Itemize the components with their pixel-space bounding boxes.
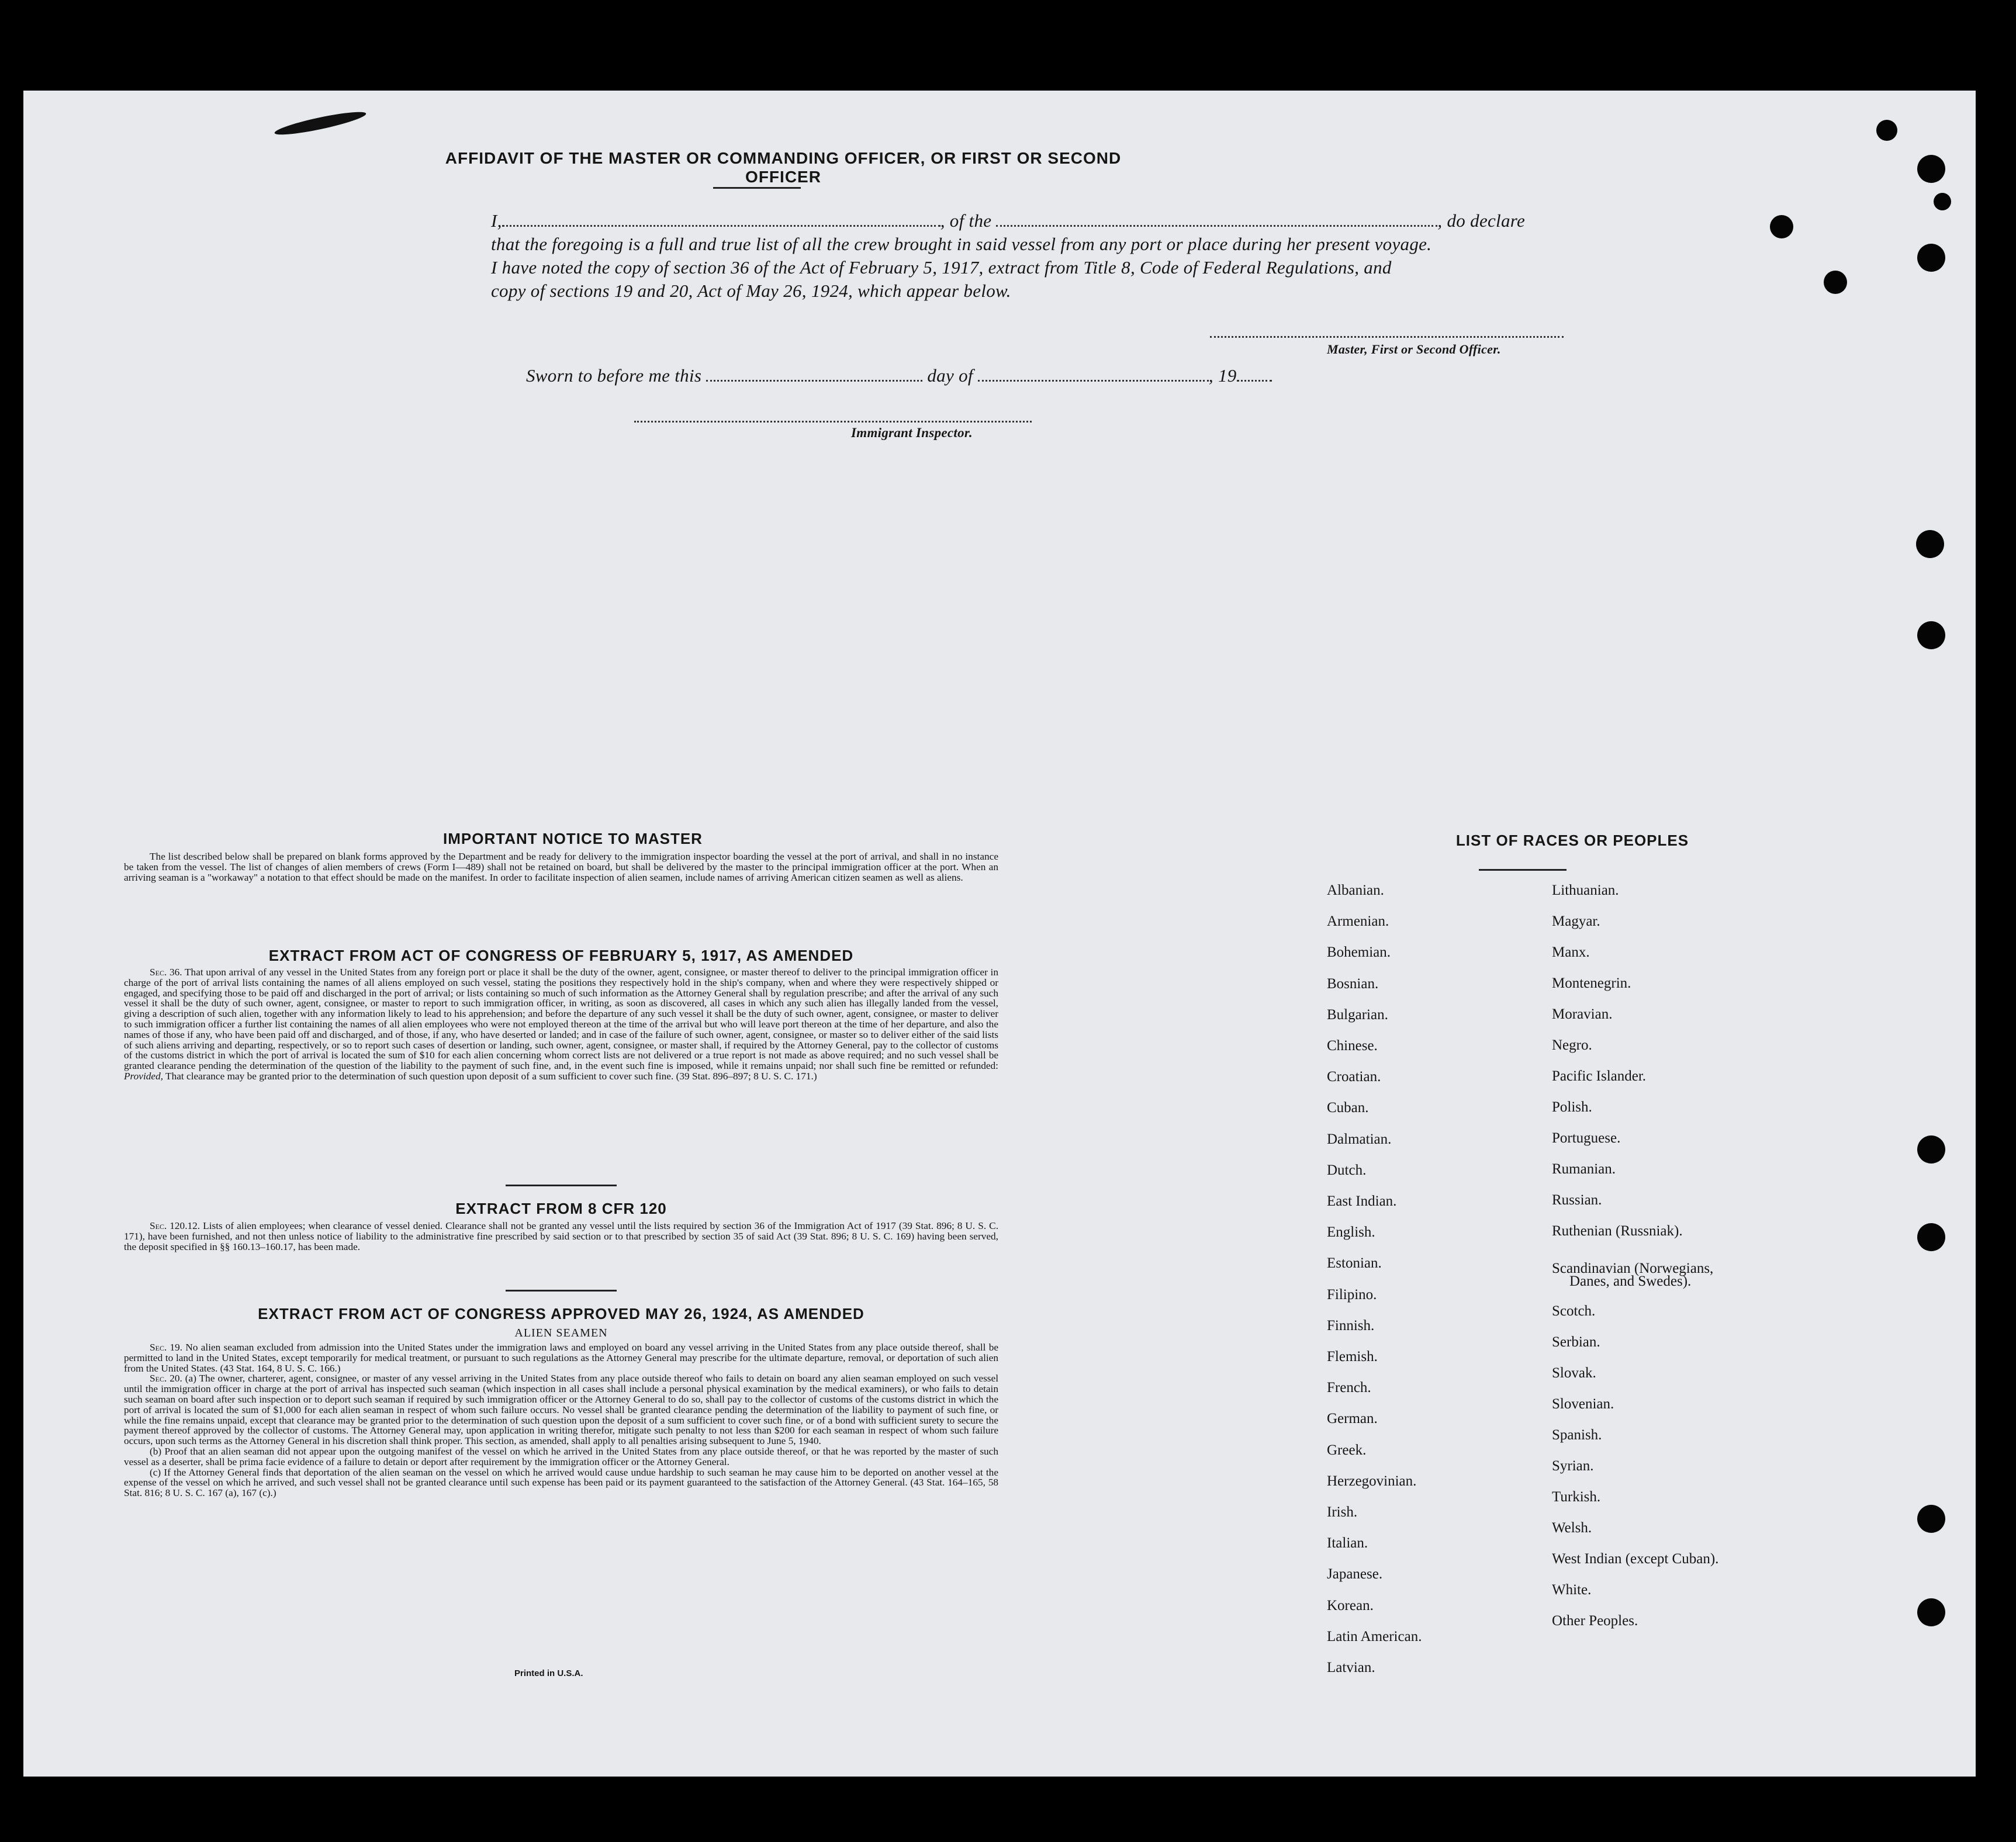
affidavit-line-4: copy of sections 19 and 20, Act of May 26, 1924, which appear below. — [491, 281, 1011, 301]
divider — [506, 1185, 617, 1186]
race-item: Croatian. — [1327, 1069, 1381, 1085]
race-item: White. — [1552, 1582, 1592, 1598]
race-item: Scandinavian (Norwegians, — [1552, 1261, 1714, 1276]
affidavit-title: AFFIDAVIT OF THE MASTER OR COMMANDING OFFICER, OR FIRST OR SECOND OFFICER — [445, 149, 1122, 186]
affidavit-declare-line — [491, 210, 1525, 231]
extract-cfr-title: EXTRACT FROM 8 CFR 120 — [455, 1200, 667, 1217]
extract-1924-body — [124, 1342, 998, 1498]
race-item: Greek. — [1327, 1442, 1367, 1458]
sec-20a-paragraph — [124, 1373, 998, 1446]
punch-hole — [1917, 155, 1945, 183]
notice-title: IMPORTANT NOTICE TO MASTER — [443, 830, 703, 847]
affidavit-text: I, — [491, 210, 502, 231]
race-item: Syrian. — [1552, 1458, 1594, 1474]
race-item: Irish. — [1327, 1504, 1358, 1520]
race-item: Bohemian. — [1327, 944, 1391, 961]
race-item: Other Peoples. — [1552, 1613, 1638, 1629]
punch-hole — [1916, 530, 1944, 558]
punch-hole — [1917, 1223, 1945, 1251]
master-signature-line — [1210, 336, 1564, 338]
race-item: Chinese. — [1327, 1038, 1378, 1054]
race-item: German. — [1327, 1411, 1378, 1427]
section-text: That upon arrival of any vessel in the United States from any foreign port or place it shall be the duty of the owner, agent, consignee, or master thereof to deliver to the principal immigration officer in charge of the port of arrival lists containing the names of all aliens employed on such vessel, stating the positions they respectively hold in the ship's company, when and where they were respectively shipped or engaged, and specifying those to be paid off and discharged in the port of arrival; or lists containing so much of such information as the Attorney General shall by regulation prescribe; and after the arrival of any such vessel it shall be the duty of such owner, agent, consignee, or master to report to such immigration officer, in writing, as soon as discovered, all cases in which any such alien has illegally landed from the vessel, giving a description of such alien, together with any information likely to lead to his apprehension; and before the departure of any such vessel it shall be the duty of such owner, agent, consignee, or master to deliver to such immigration officer a further list containing the names of all alien employees who were not employed thereon at the time of the arrival but who will leave port thereon at the time of her departure, and also the names of those if any, who have been paid off and discharged, and of those, if any, who have deserted or landed; and in case of the failure of such owner, agent, consignee, or master so to deliver either of the said lists of such aliens arriving and departing, respectively, or so to report such cases of desertion or landing, such owner, agent, consignee, or master shall, if required by the Attorney General, pay to the collector of customs of the customs district in which the port of arrival is located the sum of $10 for each alien concerning whom correct lists are not delivered or a true report is not made as above required; and no such vessel shall be granted clearance pending the determination of the question of the liability to the payment of such fine, and, in the event such fine is imposed, while it remains unpaid; nor shall such fine be remitted or refunded: — [124, 967, 998, 1072]
punch-hole — [1917, 244, 1945, 272]
month-blank — [978, 366, 1209, 382]
race-item: Slovak. — [1552, 1365, 1596, 1381]
section-label: Sec. 36. — [150, 967, 182, 978]
day-blank — [706, 366, 922, 382]
race-item: Pacific Islander. — [1552, 1068, 1647, 1084]
section-text: (a) The owner, charterer, agent, consignee, or master of any vessel arriving in the United States from any place outside thereof who fails to detain on board any alien seaman employed on such vessel until the immigration officer in charge at the port of arrival has inspected such seaman (which inspection in all cases shall include a personal physical examination by the medical examiners), or who fails to detain such seaman on board after such inspection or to deport such seaman if required by such immigration officer or the Attorney General to do so, shall pay to the collector of customs of the customs district in which the port of arrival is located the sum of $1,000 for each alien seaman in respect of whom such failure occurs. No vessel shall be granted clearance pending the determination of the liability to payment of such fine, or while the fine remains unpaid, except that clearance may be granted prior to the determination of such question upon the deposit of a sum sufficient to cover such fine, or of a bond with sufficient surety to secure the payment thereof approved by the collector of customs. The Attorney General may, upon application in writing therefor, mitigate such penalty to not less than $200 for each seaman in respect of whom such failure occurs, upon such terms as the Attorney General in his discretion shall think proper. This section, as amended, shall apply to all penalties arising subsequent to June 5, 1940. — [124, 1373, 999, 1447]
race-item: Italian. — [1327, 1535, 1368, 1552]
race-item: Latin American. — [1327, 1628, 1422, 1644]
race-item: Polish. — [1552, 1099, 1592, 1115]
race-item: Latvian. — [1327, 1660, 1375, 1675]
extract-1917-title: EXTRACT FROM ACT OF CONGRESS OF FEBRUARY 5, 1917, AS AMENDED — [268, 947, 854, 964]
race-item: Welsh. — [1552, 1520, 1592, 1536]
races-right-column — [1552, 882, 1856, 1759]
printed-in-usa: Printed in U.S.A. — [514, 1668, 583, 1678]
notice-paragraph: The list described below shall be prepared on blank forms approved by the Department and be ready for delivery to the immigration inspector boarding the vessel at the port of arrival, and shall in no instance be taken from the vessel. The list of changes of alien members of crews (Form I—489) shall not be retained on board, but shall be delivered by the master to the principal immigration officer at the port. When an arriving seaman is a "workaway" a notation to that effect should be made on the manifest. In order to facilitate inspection of alien seamen, include names of arriving American citizen seamen as well as aliens. — [124, 851, 998, 883]
race-item: Manx. — [1552, 944, 1590, 960]
sworn-line — [526, 365, 1272, 386]
punch-hole — [1824, 271, 1847, 294]
punch-hole — [1917, 1135, 1945, 1164]
race-item: Lithuanian. — [1552, 882, 1619, 898]
master-signature-label: Master, First or Second Officer. — [1327, 342, 1501, 356]
sec-120-paragraph — [124, 1221, 998, 1252]
punch-hole — [1876, 120, 1897, 141]
divider — [1479, 869, 1567, 871]
section-text: Provided, — [124, 1070, 164, 1082]
name-blank — [502, 211, 940, 227]
year-blank — [1237, 366, 1272, 382]
sworn-text: Sworn to before me this — [526, 365, 702, 386]
race-item: Albanian. — [1327, 882, 1384, 898]
races-title: LIST OF RACES OR PEOPLES — [1455, 832, 1689, 849]
race-item: Korean. — [1327, 1597, 1374, 1614]
race-item: Scotch. — [1552, 1303, 1596, 1319]
punch-hole — [1917, 1505, 1945, 1533]
race-item: French. — [1327, 1380, 1371, 1396]
race-item: Russian. — [1552, 1192, 1602, 1208]
race-item: Cuban. — [1327, 1100, 1369, 1116]
punch-hole — [1917, 621, 1945, 649]
race-item: West Indian (except Cuban). — [1552, 1551, 1719, 1567]
extract-1917-body — [124, 967, 998, 1082]
race-item: Negro. — [1552, 1037, 1592, 1053]
extract-1924-title: EXTRACT FROM ACT OF CONGRESS APPROVED MAY 26, 1924, AS AMENDED — [258, 1305, 865, 1322]
ink-smudge — [274, 108, 368, 139]
race-item: Dutch. — [1327, 1162, 1367, 1178]
divider — [713, 187, 801, 189]
race-item: Slovenian. — [1552, 1396, 1614, 1412]
race-item: Dalmatian. — [1327, 1131, 1392, 1147]
race-item: Filipino. — [1327, 1286, 1377, 1303]
race-item: East Indian. — [1327, 1193, 1397, 1209]
section-label: Sec. 19. — [150, 1342, 183, 1353]
race-item: Finnish. — [1327, 1317, 1375, 1334]
race-item: Spanish. — [1552, 1427, 1602, 1443]
section-label: Sec. 120.12. — [150, 1220, 200, 1231]
alien-seamen-subtitle: ALIEN SEAMEN — [514, 1327, 608, 1339]
affidavit-text: , do declare — [1437, 210, 1526, 231]
race-item: Rumanian. — [1552, 1161, 1616, 1177]
affidavit-line-3: I have noted the copy of section 36 of the Act of February 5, 1917, extract from Title 8, Code of Federal Regulations, and — [491, 257, 1392, 278]
race-item: Portuguese. — [1552, 1130, 1621, 1146]
vessel-blank — [996, 211, 1437, 227]
sec-20c-paragraph: (c) If the Attorney General finds that deportation of the alien seaman on the vessel on which he arrived would cause undue hardship to such seaman he may cause him to be deported on another vessel at the expense of the vessel on which he arrived, and such vessel shall not be granted clearance until such expense has been paid or its payment guaranteed to the satisfaction of the Attorney General. (43 Stat. 164–165, 58 Stat. 816; 8 U. S. C. 167 (a), 167 (c).) — [124, 1466, 998, 1499]
race-item: Ruthenian (Russniak). — [1552, 1223, 1683, 1239]
extract-cfr-body — [124, 1221, 998, 1252]
divider — [506, 1290, 617, 1292]
notice-body — [124, 851, 998, 882]
race-item: Danes, and Swedes). — [1569, 1273, 1692, 1289]
punch-hole — [1917, 1598, 1945, 1626]
race-item: Bulgarian. — [1327, 1006, 1388, 1023]
punch-hole — [1934, 193, 1951, 210]
race-item: Flemish. — [1327, 1349, 1378, 1365]
sworn-text: day of — [927, 365, 973, 386]
race-item: Estonian. — [1327, 1255, 1382, 1272]
affidavit-line-2: that the foregoing is a full and true list of all the crew brought in said vessel from any port or place during her present voyage. — [491, 234, 1432, 254]
race-item: Serbian. — [1552, 1334, 1600, 1350]
race-item: Montenegrin. — [1552, 975, 1631, 991]
sworn-text: , 19 — [1208, 365, 1237, 386]
section-text: No alien seaman excluded from admission into the United States under the immigration laws and employed on board any vessel arriving in the United States from any place outside thereof, shall be permitted to land in the United States, except temporarily for medical treatment, or pursuant to such regulations as the Attorney General may prescribe for the ultimate departure, removal, or deportation of such alien from the United States. (43 Stat. 164, 8 U. S. C. 166.) — [124, 1342, 998, 1374]
race-item: Herzegovinian. — [1327, 1473, 1417, 1489]
document-page — [23, 91, 1976, 1777]
section-text: That clearance may be granted prior to the determination of such question upon deposit of a sum sufficient to cover such fine. (39 Stat. 896–897; 8 U. S. C. 171.) — [165, 1070, 817, 1082]
sec-36-paragraph — [124, 967, 998, 1082]
section-label: Sec. 20. — [150, 1373, 182, 1384]
affidavit-text: , of the — [940, 210, 992, 231]
sec-20b-paragraph: (b) Proof that an alien seaman did not appear upon the outgoing manifest of the vessel on which he arrived in the United States from any place outside thereof, or that he was reported by the master of such vessel as a deserter, shall be prima facie evidence of a failure to detain or deport after requirement by the immigration officer or the Attorney General. — [124, 1445, 998, 1467]
punch-hole — [1770, 215, 1793, 238]
race-item: Magyar. — [1552, 913, 1600, 929]
race-item: English. — [1327, 1224, 1375, 1241]
sec-19-paragraph — [124, 1342, 998, 1373]
race-item: Bosnian. — [1327, 975, 1379, 992]
race-item: Moravian. — [1552, 1006, 1613, 1022]
race-item: Japanese. — [1327, 1566, 1383, 1583]
inspector-signature-label: Immigrant Inspector. — [851, 425, 973, 440]
races-left-column — [1327, 882, 1549, 1759]
inspector-signature-line — [634, 421, 1032, 423]
race-item: Armenian. — [1327, 913, 1389, 930]
race-item: Turkish. — [1552, 1489, 1601, 1505]
section-text: Lists of alien employees; when clearance of vessel denied. Clearance shall not be granted any vessel until the lists required by section 36 of the Immigration Act of 1917 (39 Stat. 896; 8 U. S. C. 171), have been furnished, and not then unless notice of liability to the administrative fine prescribed by said section or to that prescribed by section 35 of said Act (39 Stat. 896; 8 U. S. C. 169) having been served, the deposit specified in §§ 160.13–160.17, has been made. — [124, 1220, 999, 1252]
